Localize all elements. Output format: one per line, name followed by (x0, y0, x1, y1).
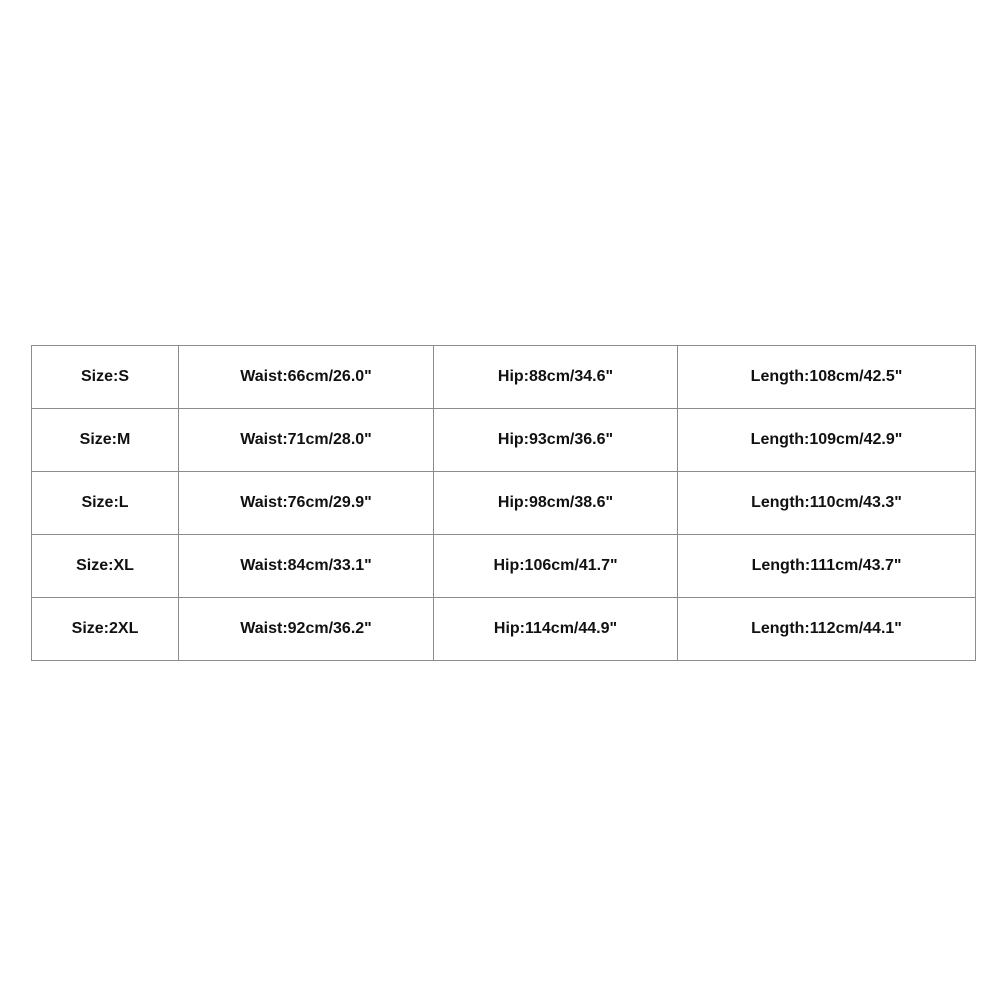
table-row (32, 409, 976, 472)
waist-cell: Waist:92cm/36.2" (179, 598, 434, 661)
waist-cell: Waist:84cm/33.1" (179, 535, 434, 598)
size-cell: Size:M (32, 409, 179, 472)
size-cell: Size:L (32, 472, 179, 535)
table-row (32, 598, 976, 661)
size-cell: Size:2XL (32, 598, 179, 661)
size-chart-table (31, 345, 976, 661)
waist-cell: Waist:71cm/28.0" (179, 409, 434, 472)
table-row (32, 346, 976, 409)
table-row (32, 535, 976, 598)
hip-cell: Hip:88cm/34.6" (434, 346, 678, 409)
size-cell: Size:XL (32, 535, 179, 598)
length-cell: Length:110cm/43.3" (678, 472, 976, 535)
length-cell: Length:109cm/42.9" (678, 409, 976, 472)
waist-cell: Waist:66cm/26.0" (179, 346, 434, 409)
table-row (32, 472, 976, 535)
length-cell: Length:111cm/43.7" (678, 535, 976, 598)
hip-cell: Hip:106cm/41.7" (434, 535, 678, 598)
hip-cell: Hip:114cm/44.9" (434, 598, 678, 661)
waist-cell: Waist:76cm/29.9" (179, 472, 434, 535)
length-cell: Length:108cm/42.5" (678, 346, 976, 409)
length-cell: Length:112cm/44.1" (678, 598, 976, 661)
hip-cell: Hip:98cm/38.6" (434, 472, 678, 535)
hip-cell: Hip:93cm/36.6" (434, 409, 678, 472)
size-cell: Size:S (32, 346, 179, 409)
